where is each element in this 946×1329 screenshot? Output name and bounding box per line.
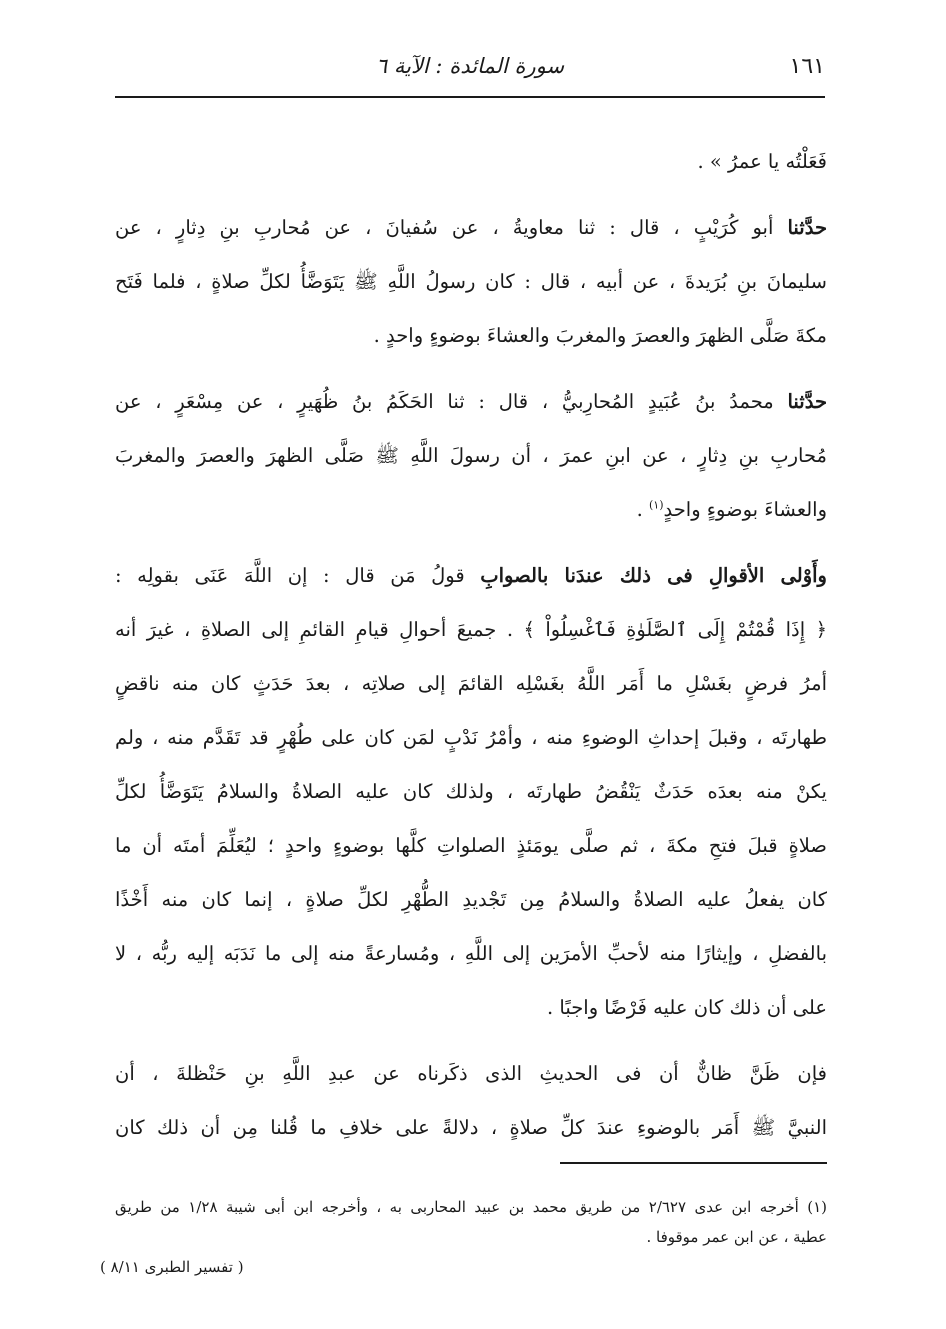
text-line: [115, 255, 827, 309]
text-line: [115, 819, 827, 873]
paragraph-3: [115, 375, 827, 537]
line-text: والعشاءَ بوضوءٍ واحدٍ: [663, 498, 827, 521]
body-text: [115, 135, 827, 1155]
line-text: أمرُ فرضٍ بغَسْلِ ما أَمَر اللَّهُ بغَسْلِه القائمَ إلى صلاتِه ، بعدَ حَدَثٍ كان منه ناقضٍ: [115, 672, 827, 695]
line-text: أبو كُرَيْبٍ ، قال : ثنا معاويةُ ، عن سُفيانَ ، عن مُحاربِ بنِ دِثارٍ ، عن: [115, 216, 788, 239]
line-text: بالفضلِ ، وإيثارًا منه لأحبِّ الأمرَين إلى اللَّهِ ، ومُسارعةً منه إلى ما نَدَبَه إليه ربُّه ، لا: [115, 942, 827, 965]
text-line: [115, 135, 827, 189]
text-line: [115, 1047, 827, 1101]
footnote-line: (١) أخرجه ابن عدى ٢/٦٢٧ من طريق محمد بن عبيد المحاربى به ، وأخرجه ابن أبى شيبة ١/٢٨ من طريق: [115, 1198, 828, 1216]
text-line: [115, 765, 827, 819]
text-line: [115, 375, 827, 429]
text-line: [115, 657, 827, 711]
text-line: [115, 1101, 827, 1155]
text-line: [115, 981, 827, 1035]
paragraph-1: [115, 135, 827, 189]
text-line: [115, 873, 827, 927]
footnote-line: عطية ، عن ابن عمر موقوفا .: [646, 1228, 827, 1246]
section-lead: وأَوْلى الأقوالِ فى ذلك عندَنا بالصوابِ: [480, 564, 827, 587]
line-text: مُحاربِ بنِ دِثارٍ ، عن ابنِ عمرَ ، أن رسولَ اللَّهِ ﷺ صَلَّى الظهرَ والعصرَ والمغربَ: [115, 444, 827, 467]
footnotes: [115, 1192, 827, 1252]
paragraph-5: [115, 1047, 827, 1155]
running-title: سورة المائدة : الآية ٦: [375, 54, 565, 78]
text-line: [115, 603, 827, 657]
paragraph-4: [115, 549, 827, 1035]
paragraph-2: [115, 201, 827, 363]
line-text: صلاةٍ قبلَ فتحِ مكةَ ، ثم صلَّى يومَئذٍ الصلواتِ كلَّها بوضوءٍ واحدٍ ؛ ليُعَلِّمَ أمتَه أن ما: [115, 834, 827, 857]
footnote-rule: [560, 1162, 827, 1164]
hadith-lead: حدَّثنا: [787, 390, 827, 413]
footnote-reference[interactable]: (١): [648, 498, 664, 512]
text-line: [115, 429, 827, 483]
volume-signature: ( تفسير الطبرى ٨/١١ ): [100, 1258, 244, 1276]
page-number: ١٦١: [789, 54, 825, 79]
text-line: [115, 711, 827, 765]
line-text: فَعَلْتُه يا عمرُ » .: [697, 150, 827, 173]
text-line: [115, 483, 827, 537]
page-header: [115, 50, 825, 90]
line-text: طهارتَه ، وقبلَ إحداثِ الوضوءِ منه ، وأمْرُ نَدْبٍ لمَن كان على طُهْرٍ قد تَقَدَّم منه ، ولم: [115, 726, 827, 749]
line-text: يكنْ منه بعدَه حَدَثٌ يَنْقُضُ طهارتَه ، ولذلك كان عليه الصلاةُ والسلامُ يَتَوَضَّأُ لكلِّ: [115, 780, 827, 803]
line-text: مكةَ صَلَّى الظهرَ والعصرَ والمغربَ والعشاءَ بوضوءٍ واحدٍ .: [373, 324, 827, 347]
text-line: [115, 309, 827, 363]
line-text: النبيَّ ﷺ أَمَر بالوضوءِ عندَ كلِّ صلاةٍ ، دلالةً على خلافِ ما قُلنا مِن أن ذلك كان: [115, 1116, 827, 1139]
header-rule: [115, 96, 825, 98]
text-line: [115, 549, 827, 603]
quran-quote-line: ﴿ إِذَا قُمْتُمْ إِلَى ٱلصَّلَوٰةِ فَٱغْسِلُواْ ﴾ . جميعَ أحوالِ قيامِ القائمِ إلى الصلاةِ ، غيرَ أنه: [115, 618, 827, 641]
line-text: على أن ذلك كان عليه فَرْضًا واجبًا .: [547, 996, 827, 1019]
line-text: سليمانَ بنِ بُرَيدةَ ، عن أبيه ، قال : كان رسولُ اللَّهِ ﷺ يَتَوَضَّأُ لكلِّ صلاةٍ ، فلما فَتَح: [115, 270, 827, 293]
text-line: [115, 201, 827, 255]
line-text: فإن ظَنَّ ظانٌّ أن فى الحديثِ الذى ذكَرناه عن عبدِ اللَّهِ بنِ حَنْظلةَ ، أن: [115, 1062, 827, 1085]
hadith-lead: حدَّثنا: [787, 216, 827, 239]
line-text: قولُ مَن قال : إن اللَّهَ عَنَى بقولِه :: [115, 564, 481, 587]
text-line: [115, 927, 827, 981]
line-text: كان يفعلُ عليه الصلاةُ والسلامُ مِن تَجْديدِ الطُّهْرِ لكلِّ صلاةٍ ، إنما كان منه أَخْذًا: [115, 888, 827, 911]
line-text: محمدُ بنُ عُبَيدٍ المُحارِبيُّ ، قال : ثنا الحَكَمُ بنُ ظُهَيرٍ ، عن مِسْعَرٍ ، عن: [115, 390, 788, 413]
line-text: .: [636, 498, 649, 521]
